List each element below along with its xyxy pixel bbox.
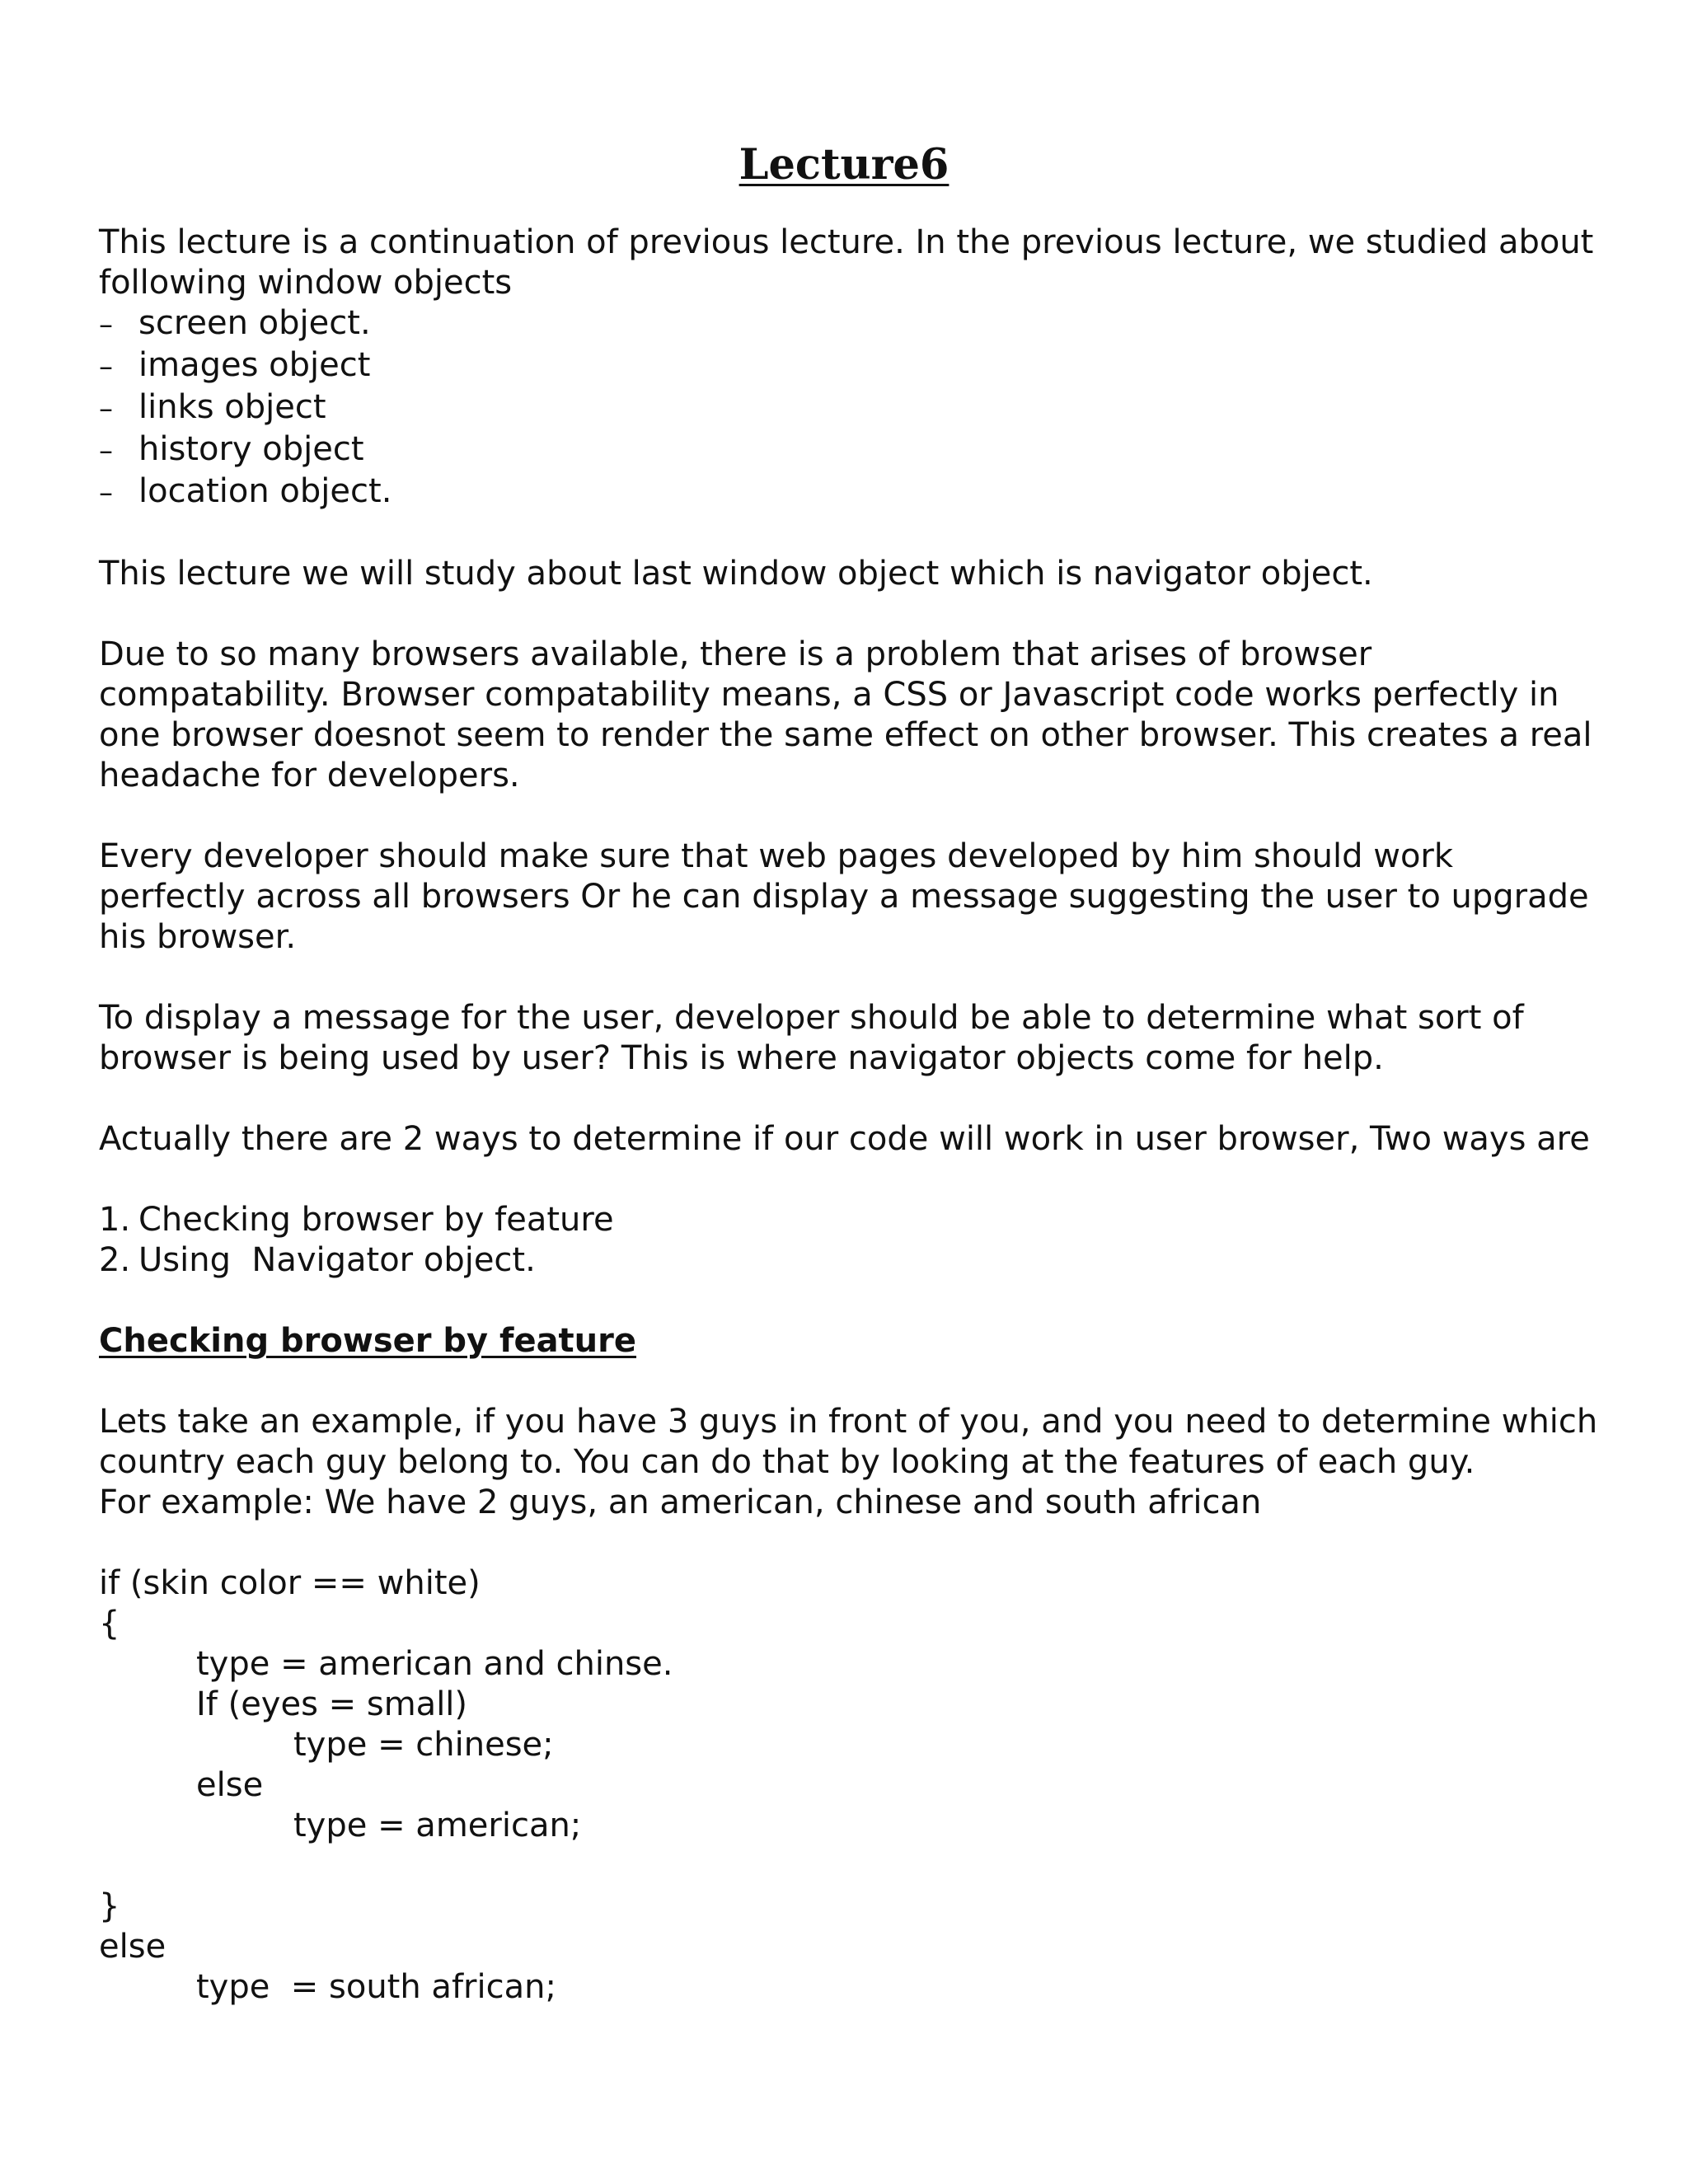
compatability-paragraph: Due to so many browsers available, there is a problem that arises of browser compatability. Browser compatability means, a CSS or Javascript code works perfectly in one browser doesnot seem to render the same effect on other browser. This creates a real headache for developers. <box>99 635 1592 794</box>
list-number: 2. <box>99 1241 131 1279</box>
example-paragraph: Lets take an example, if you have 3 guys in front of you, and you need to determine which country each guy belong to. You can do that by looking at the features of each guy. <box>99 1403 1598 1481</box>
list-item-text: Using Navigator object. <box>138 1241 536 1279</box>
dash-bullet-icon: – <box>99 392 113 425</box>
list-item-text: images object <box>138 346 371 384</box>
page-title: Lecture6 <box>738 140 950 190</box>
code-line: { <box>99 1605 120 1643</box>
for-example-line: For example: We have 2 guys, an american, chinese and south african <box>99 1483 1262 1521</box>
spacer <box>99 1846 1599 1886</box>
spacer <box>99 1523 1599 1563</box>
intro-paragraph: This lecture is a continuation of previous lecture. In the previous lecture, we studied about following window objects <box>99 223 1594 302</box>
code-line: type = american; <box>293 1807 582 1844</box>
spacer <box>99 594 1599 635</box>
section-heading: Checking browser by feature <box>99 1322 637 1360</box>
code-line: else <box>99 1928 166 1966</box>
code-line: type = american and chinse. <box>196 1645 673 1683</box>
code-line: if (skin color == white) <box>99 1564 481 1602</box>
code-line: type = chinese; <box>293 1726 554 1764</box>
list-item-text: screen object. <box>138 304 371 342</box>
section-heading-row <box>99 1321 1599 1361</box>
list-item <box>99 429 1599 471</box>
spacer <box>99 1079 1599 1119</box>
document-body <box>99 223 1599 2008</box>
list-number: 1. <box>99 1201 131 1239</box>
ways-paragraph: Actually there are 2 ways to determine if our code will work in user browser, Two ways are <box>99 1120 1590 1158</box>
list-item-text: location object. <box>138 472 392 510</box>
list-item-text: links object <box>138 388 326 426</box>
code-line: If (eyes = small) <box>196 1685 468 1723</box>
navigator-paragraph: This lecture we will study about last window object which is navigator object. <box>99 555 1373 593</box>
list-item <box>99 1200 1599 1240</box>
code-line: } <box>99 1887 120 1925</box>
dash-bullet-icon: – <box>99 308 113 341</box>
spacer <box>99 958 1599 998</box>
message-paragraph: To display a message for the user, developer should be able to determine what sort of browser is being used by user? This is where navigator objects come for help. <box>99 999 1524 1077</box>
dash-bullet-icon: – <box>99 350 113 383</box>
spacer <box>99 1281 1599 1321</box>
code-line: else <box>196 1766 264 1804</box>
window-objects-list <box>99 303 1599 513</box>
list-item <box>99 387 1599 429</box>
list-item <box>99 345 1599 387</box>
dash-bullet-icon: – <box>99 434 113 467</box>
list-item-text: Checking browser by feature <box>138 1201 614 1239</box>
list-item <box>99 1240 1599 1281</box>
ways-list <box>99 1200 1599 1281</box>
developer-paragraph: Every developer should make sure that web pages developed by him should work perfectly across all browsers Or he can display a message suggesting the user to upgrade his browser. <box>99 837 1589 956</box>
list-item <box>99 303 1599 345</box>
list-item <box>99 471 1599 513</box>
spacer <box>99 796 1599 837</box>
dash-bullet-icon: – <box>99 476 113 509</box>
spacer <box>99 513 1599 554</box>
list-item-text: history object <box>138 430 364 468</box>
code-line: type = south african; <box>196 1968 556 2006</box>
spacer <box>99 1361 1599 1402</box>
spacer <box>99 1160 1599 1200</box>
code-block <box>99 1563 1599 2008</box>
